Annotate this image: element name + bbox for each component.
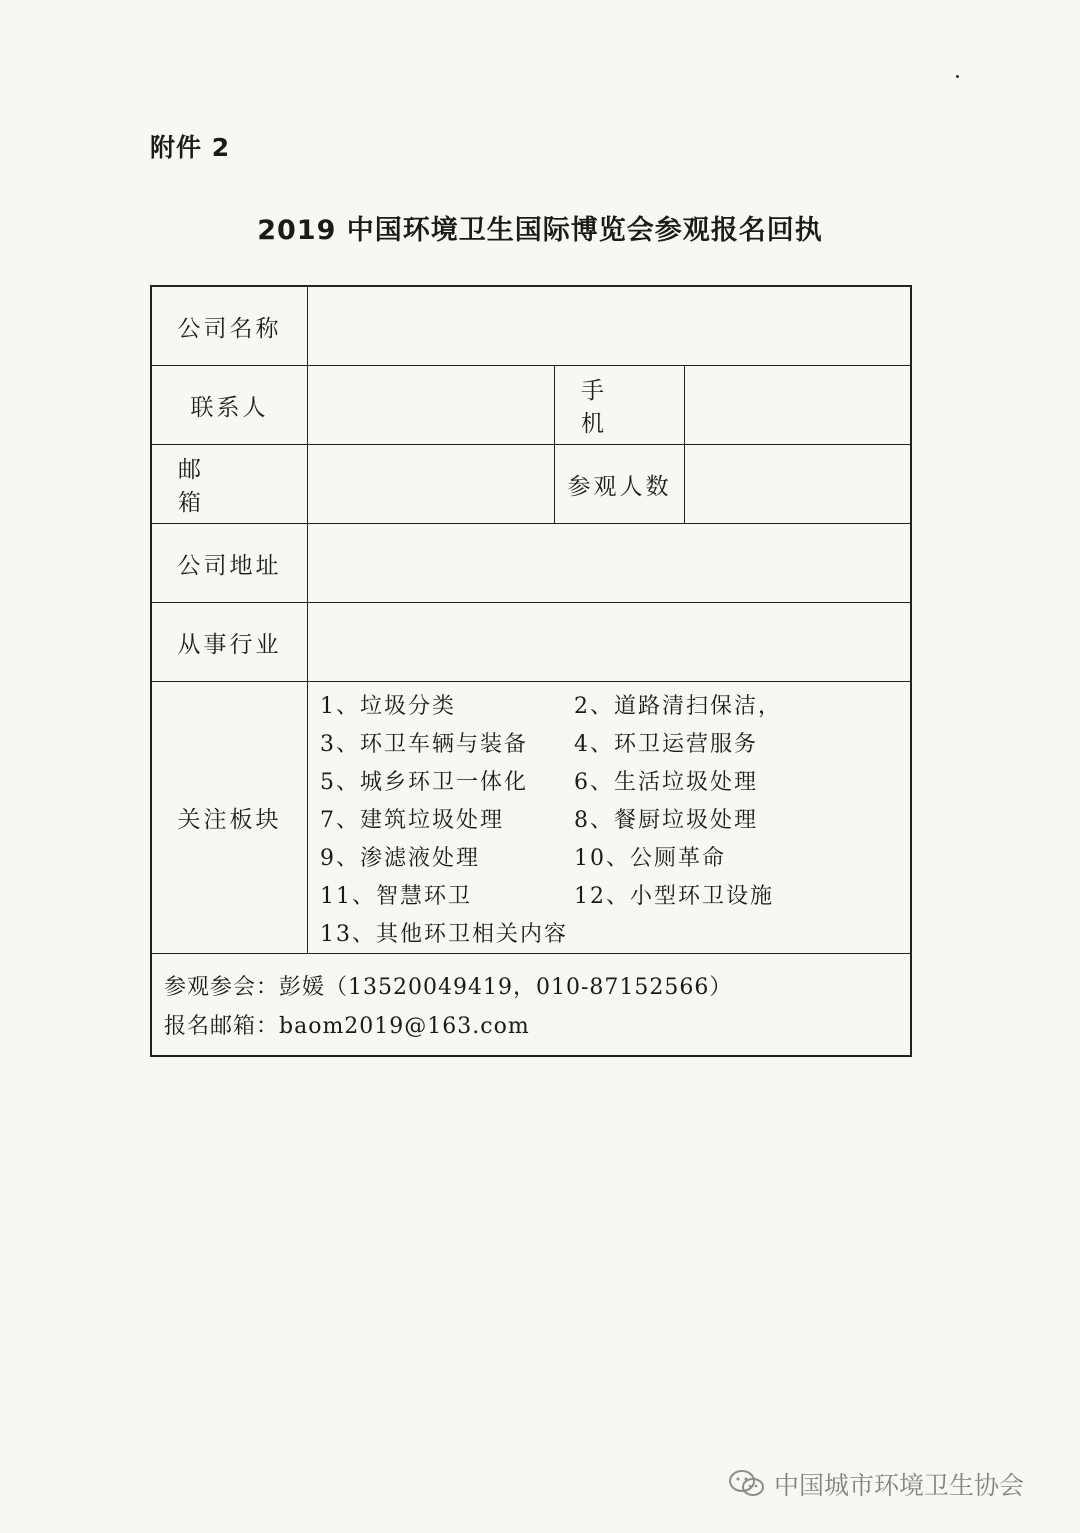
topic-item[interactable]: 13、其他环卫相关内容 — [320, 922, 568, 947]
company-name-field[interactable] — [308, 287, 910, 365]
topic-item[interactable]: 10、公厕革命 — [574, 846, 726, 871]
topic-item[interactable]: 9、渗滤液处理 — [320, 846, 480, 871]
page-title: 2019 中国环境卫生国际博览会参观报名回执 — [257, 215, 823, 246]
industry-label: 从事行业 — [152, 603, 308, 681]
contact-info: 参观参会：彭媛（13520049419，010-87152566） — [164, 975, 733, 1000]
row-footer — [152, 954, 910, 1055]
contact-field[interactable] — [308, 366, 555, 444]
watermark-text: 中国城市环境卫生协会 — [774, 1471, 1025, 1500]
row-company-name — [152, 287, 910, 366]
topic-item[interactable]: 7、建筑垃圾处理 — [320, 808, 504, 833]
focus-label: 关注板块 — [152, 682, 308, 953]
topic-item[interactable]: 2、道路清扫保洁， — [574, 694, 782, 719]
row-address — [152, 524, 910, 603]
address-field[interactable] — [308, 524, 910, 602]
scan-speck — [956, 75, 959, 78]
row-industry — [152, 603, 910, 682]
email-label: 邮 箱 — [152, 445, 308, 523]
phone-label: 手 机 — [555, 366, 685, 444]
address-label: 公司地址 — [152, 524, 308, 602]
email-field[interactable] — [308, 445, 555, 523]
topic-item[interactable]: 6、生活垃圾处理 — [574, 770, 758, 795]
topic-item[interactable]: 8、餐厨垃圾处理 — [574, 808, 758, 833]
attachment-label: 附件 2 — [150, 133, 231, 162]
topic-item[interactable]: 5、城乡环卫一体化 — [320, 770, 528, 795]
topic-item[interactable]: 12、小型环卫设施 — [574, 884, 774, 909]
row-email — [152, 445, 910, 524]
industry-field[interactable] — [308, 603, 910, 681]
watermark — [728, 1466, 1024, 1502]
topic-item[interactable]: 4、环卫运营服务 — [574, 732, 758, 757]
visitors-label: 参观人数 — [555, 445, 685, 523]
contact-label: 联系人 — [152, 366, 308, 444]
phone-field[interactable] — [685, 366, 910, 444]
topic-item[interactable]: 3、环卫车辆与装备 — [320, 732, 528, 757]
registration-form — [150, 285, 912, 1057]
visitors-field[interactable] — [685, 445, 910, 523]
row-contact — [152, 366, 910, 445]
wechat-icon — [728, 1469, 766, 1499]
registration-email: 报名邮箱：baom2019@163.com — [164, 1014, 530, 1039]
topic-item[interactable]: 11、智慧环卫 — [320, 884, 472, 909]
topic-item[interactable]: 1、垃圾分类 — [320, 694, 456, 719]
row-focus — [152, 682, 910, 954]
company-name-label: 公司名称 — [152, 287, 308, 365]
